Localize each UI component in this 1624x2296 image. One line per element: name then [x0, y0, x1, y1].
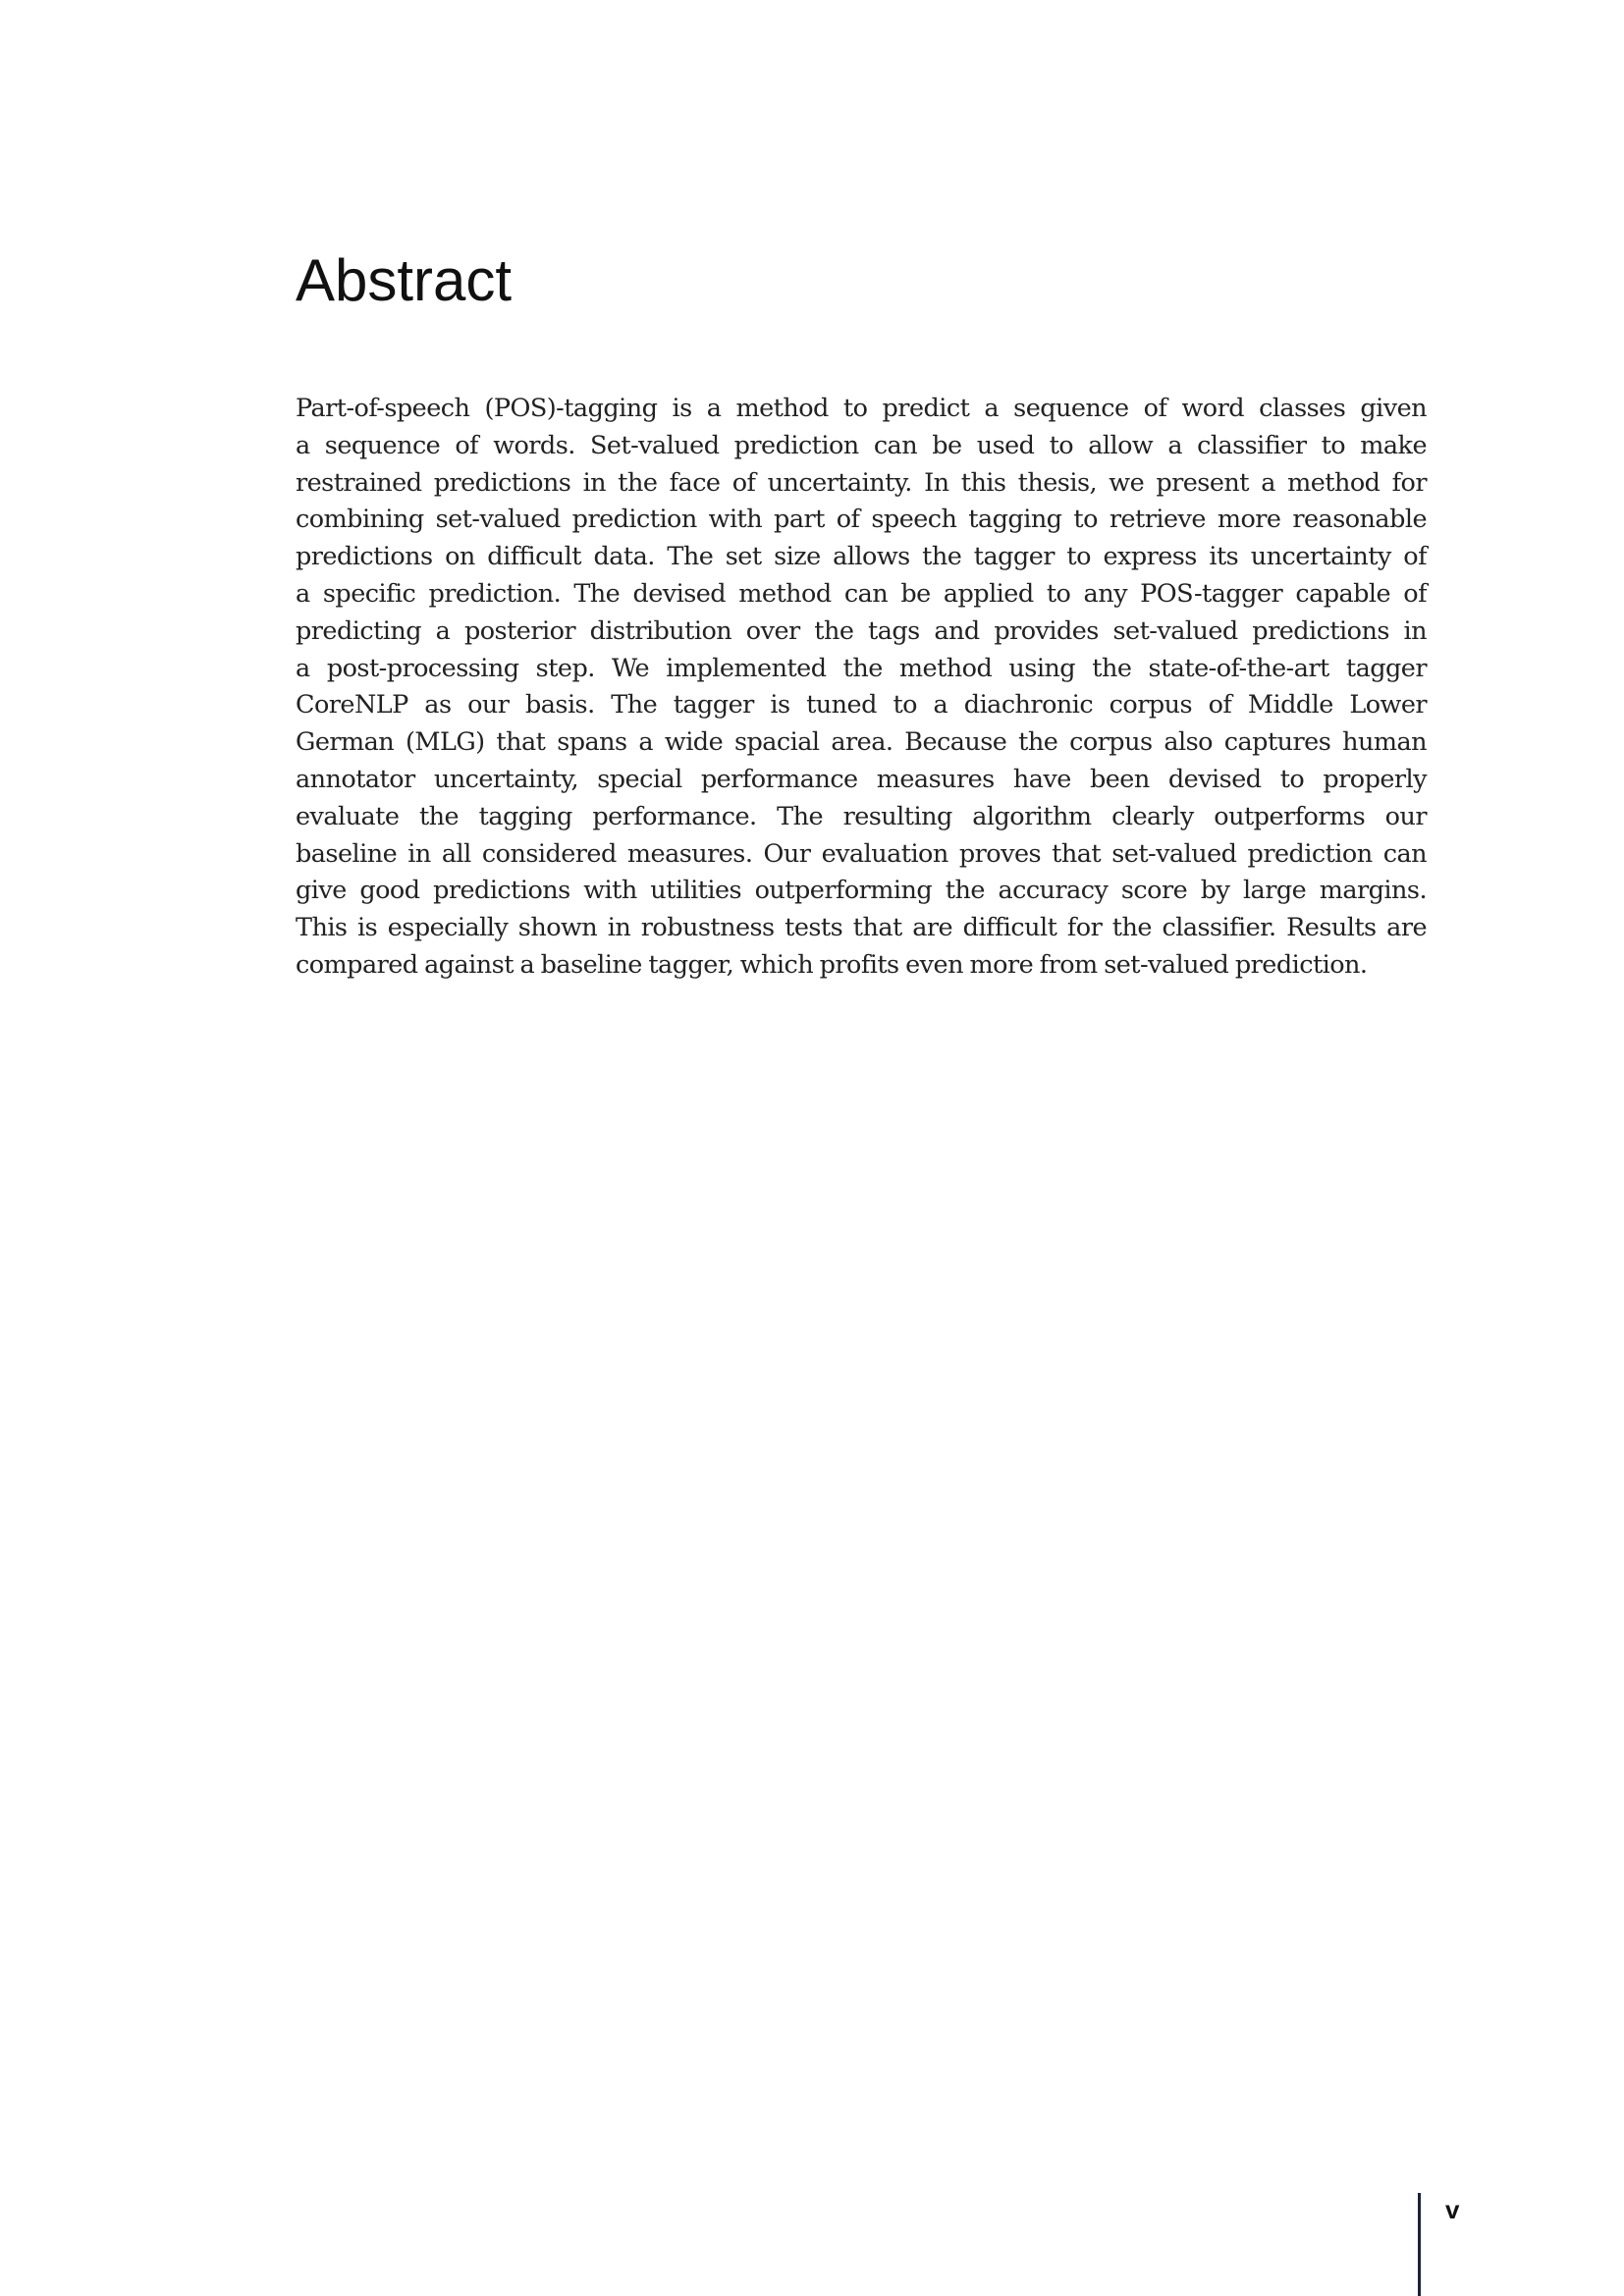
- abstract-line: annotator uncertainty, special performance measures have been devised to properly: [296, 764, 1427, 794]
- abstract-line: This is especially shown in robustness tests that are difficult for the classifier. Results are: [296, 913, 1427, 943]
- abstract-line: German (MLG) that spans a wide spacial area. Because the corpus also captures human: [296, 727, 1427, 758]
- abstract-line: a specific prediction. The devised method can be applied to any POS-tagger capable of: [296, 578, 1427, 609]
- chapter-title: Abstract: [296, 247, 513, 313]
- abstract-line: give good predictions with utilities outperforming the accuracy score by large margins.: [296, 876, 1427, 906]
- abstract-line: Part-of-speech (POS)-tagging is a method to predict a sequence of word classes given: [296, 394, 1427, 423]
- page-number: v: [1445, 2195, 1460, 2224]
- abstract-line: predicting a posterior distribution over the tags and provides set-valued predictions in: [296, 615, 1427, 646]
- abstract-line: predictions on difficult data. The set size allows the tagger to express its uncertainty of: [296, 542, 1427, 572]
- abstract-line: evaluate the tagging performance. The resulting algorithm clearly outperforms our: [296, 801, 1427, 831]
- page-number-rule: [1418, 2193, 1421, 2296]
- abstract-line: combining set-valued prediction with part of speech tagging to retrieve more reasonable: [296, 505, 1427, 535]
- abstract-line: compared against a baseline tagger, which profits even more from set-valued prediction.: [296, 949, 1368, 980]
- abstract-line: baseline in all considered measures. Our evaluation proves that set-valued prediction can: [296, 838, 1427, 869]
- abstract-paragraph: [296, 391, 1427, 985]
- abstract-line: restrained predictions in the face of uncertainty. In this thesis, we present a method for: [296, 467, 1427, 498]
- abstract-line: CoreNLP as our basis. The tagger is tuned to a diachronic corpus of Middle Lower: [296, 690, 1427, 721]
- abstract-line: a sequence of words. Set-valued prediction can be used to allow a classifier to make: [296, 430, 1427, 460]
- abstract-line: a post-processing step. We implemented the method using the state-of-the-art tagger: [296, 653, 1427, 683]
